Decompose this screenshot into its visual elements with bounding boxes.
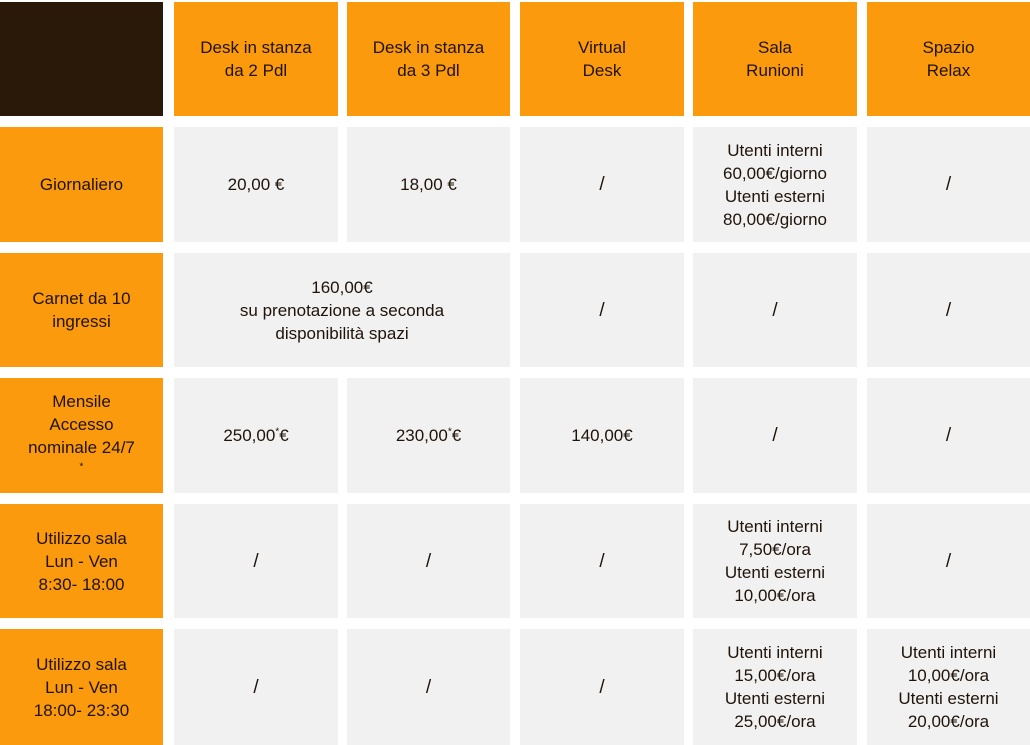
price-cell-utilizzo-sera-desk3: / xyxy=(347,629,510,745)
column-header-desk-3-pdl: Desk in stanza da 3 Pdl xyxy=(347,2,510,116)
price-cell-giornaliero-virtual: / xyxy=(520,127,684,242)
price-cell-carnet-desk-merged: 160,00€ su prenotazione a seconda disponibilità spazi xyxy=(174,253,510,367)
price-cell-utilizzo-giorno-desk2: / xyxy=(174,504,338,618)
price-cell-carnet-virtual: / xyxy=(520,253,684,367)
row-header-utilizzo-sera: Utilizzo sala Lun - Ven 18:00- 23:30 xyxy=(0,629,163,745)
row-header-giornaliero: Giornaliero xyxy=(0,127,163,242)
price-cell-mensile-desk3: 230,00*€ xyxy=(347,378,510,493)
price-cell-giornaliero-sala: Utenti interni 60,00€/giorno Utenti esterni 80,00€/giorno xyxy=(693,127,857,242)
price-cell-mensile-sala: / xyxy=(693,378,857,493)
price-cell-giornaliero-relax: / xyxy=(867,127,1030,242)
footnote-mark: * xyxy=(275,426,280,438)
price-cell-utilizzo-sera-virtual: / xyxy=(520,629,684,745)
price-cell-carnet-relax: / xyxy=(867,253,1030,367)
price-cell-carnet-sala: / xyxy=(693,253,857,367)
footnote-mark: * xyxy=(79,460,84,472)
row-header-utilizzo-giorno: Utilizzo sala Lun - Ven 8:30- 18:00 xyxy=(0,504,163,618)
price-cell-utilizzo-giorno-virtual: / xyxy=(520,504,684,618)
price-cell-giornaliero-desk2: 20,00 € xyxy=(174,127,338,242)
price-cell-giornaliero-desk3: 18,00 € xyxy=(347,127,510,242)
table-corner xyxy=(0,2,163,116)
price-cell-utilizzo-sera-desk2: / xyxy=(174,629,338,745)
row-header-mensile: Mensile Accesso nominale 24/7 * xyxy=(0,378,163,493)
column-header-desk-2-pdl: Desk in stanza da 2 Pdl xyxy=(174,2,338,116)
price-cell-mensile-virtual: 140,00€ xyxy=(520,378,684,493)
price-cell-mensile-desk2: 250,00*€ xyxy=(174,378,338,493)
row-header-carnet: Carnet da 10 ingressi xyxy=(0,253,163,367)
price-cell-utilizzo-giorno-desk3: / xyxy=(347,504,510,618)
price-cell-mensile-relax: / xyxy=(867,378,1030,493)
column-header-sala-riunioni: Sala Runioni xyxy=(693,2,857,116)
column-header-virtual-desk: Virtual Desk xyxy=(520,2,684,116)
price-cell-utilizzo-sera-sala: Utenti interni 15,00€/ora Utenti esterni 25,00€/ora xyxy=(693,629,857,745)
column-header-spazio-relax: Spazio Relax xyxy=(867,2,1030,116)
footnote-mark: * xyxy=(447,426,452,438)
price-cell-utilizzo-giorno-relax: / xyxy=(867,504,1030,618)
price-cell-utilizzo-giorno-sala: Utenti interni 7,50€/ora Utenti esterni 10,00€/ora xyxy=(693,504,857,618)
price-cell-utilizzo-sera-relax: Utenti interni 10,00€/ora Utenti esterni 20,00€/ora xyxy=(867,629,1030,745)
